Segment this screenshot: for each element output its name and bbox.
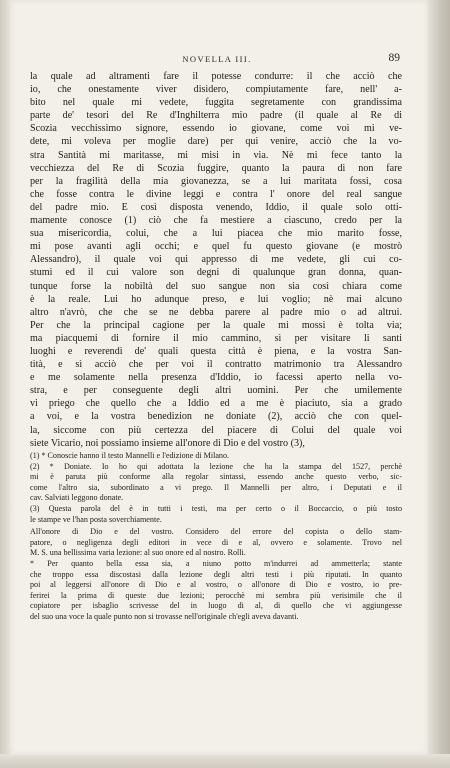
text-line: stumi ed il cui valore son degni di qualunque gran donna, quan-	[30, 267, 402, 279]
text-line: altro n'avrò, che che se ne debba parere al padre mio o ad altrui.	[30, 306, 402, 318]
page-number: 89	[388, 52, 400, 64]
text-line: luoghi e reverendi de' quali questa città è piena, e la vostra San-	[30, 345, 402, 357]
text-line: stra, e per conseguente degli altri uomini. Per che umilemente	[30, 385, 402, 397]
text-line: Scozia vecchissimo signore, essendo io giovane, come voi mi ve-	[30, 123, 402, 135]
footnote-line: come l'altro sia, subordinato a vi prego. Il Mannelli per altro, i Deputati e il	[30, 482, 402, 492]
footnote-2: (2) * Doniate. Io ho qui adottata la lezione che ha la stampa del 1527, perchè	[30, 461, 402, 471]
text-line: parte de' tesori del Re d'Inghilterra mio padre (il quale al Re di	[30, 110, 402, 122]
text-line: del padre mio. E così disposta venendo, Iddio, il quale solo otti-	[30, 201, 402, 213]
page-edges	[427, 0, 450, 768]
text-line: Alessandro), il quale voi qui appresso di me vedete, gli cui co-	[30, 254, 402, 266]
footnote-line: del suo una voce la quale punto non si trovasse nell'originale ch'egli aveva davanti.	[30, 611, 299, 621]
text-line: vecchiezza del Re di Scozia fuggire, quanto la paura di non fare	[30, 162, 402, 174]
text-line: e me solamente nella presenza d'Iddio, io facessi aperto nella vo-	[30, 372, 402, 384]
text-line: mi pose avanti agli occhi; e quel fu questo giovane (e mostrò	[30, 241, 402, 253]
text-line: siete Vicario, noi possiamo insieme all'onore di Dio e del vostro (3),	[30, 437, 305, 449]
footnote-line: poi al leggersi all'onore di Dio e al vostro, o all'onore di Dio e vostro, io pre-	[30, 580, 402, 590]
text-line: la, siccome con più certezza del piacere di Colui del quale voi	[30, 424, 402, 436]
text-line: tità, e sì acciò che per voi il contratto matrimonio tra Alessandro	[30, 359, 402, 371]
text-line: la quale ad altramenti fare il potesse condurre: il che acciò che	[30, 71, 402, 82]
text-line: Per che la principal cagione per la quale mi mossi è tolta via;	[30, 319, 402, 331]
text-line: è la reale. Lui ho adunque preso, e lui voglio; nè mai alcuno	[30, 293, 402, 305]
bottom-page-edge	[0, 754, 450, 768]
commentary-note: * Per quanto bella essa sia, a niuno potto m'indurrei ad ammetterla; stante	[30, 558, 402, 568]
footnote-1: (1) * Conoscie hanno il testo Mannelli e l'edizione di Milano.	[30, 451, 230, 460]
footnote-line: copiatore per isbaglio scrivesse del in luogo di al, di quello che vi aggiungesse	[30, 601, 402, 611]
footnote-line: mi è paruta più conforme alla regolar sintassi, essendo anche questo verbo, sic-	[30, 472, 402, 482]
footnote-line: le stampe ve l'han posta soverchiamente.	[30, 514, 162, 524]
footnote-line: che troppo essa discostasi dalla lezione degli altri testi i più riputati. In quanto	[30, 569, 402, 579]
text-line: bito nel quale mi vedete, fuggita segretamente con grandissima	[30, 97, 402, 109]
text-line: io, che onestamente viver disidero, compiutamente fare, nell' a-	[30, 84, 402, 96]
footnotes	[30, 451, 402, 623]
text-line: ma piacquemi di fornire il mio cammino, sì per visitare li santi	[30, 332, 402, 344]
text-line: vi priego che quello che a Iddio ed a me è piaciuto, sia a grado	[30, 398, 402, 410]
footnote-3: (3) Questa parola del è in tutti i testi, ma per certo o il Boccaccio, o più tosto	[30, 503, 402, 513]
main-text	[30, 70, 402, 450]
footnote-line: ferirei la prima di queste due lezioni; perocchè mi sembra più verisimile che il	[30, 590, 402, 600]
running-title: NOVELLA III.	[182, 54, 252, 64]
text-line: a voi, e la vostra benedizion ne doniate (2), acciò che con quel-	[30, 411, 402, 423]
footnote-line: M. S. una bellissima varia lezione: al suo onore ed al nostro. Rolli.	[30, 548, 246, 558]
binding-edge	[0, 0, 10, 768]
commentary-note: All'onore di Dio e del vostro. Considero del errore del copista o dello stam-	[30, 527, 402, 537]
footnote-line: cav. Salviati leggono donate.	[30, 493, 124, 503]
running-head	[32, 52, 402, 66]
text-line: che fosse contra le divine leggi e contra l' onore del real sangue	[30, 188, 402, 200]
text-line: mamente conosce (1) ciò che fa mestiere a ciascuno, credo per la	[30, 215, 402, 227]
text-line: per la fragilità della mia giovanezza, se a lui maritata fossi, cosa	[30, 175, 402, 187]
text-line: sua misericordia, colui, che a lui piacea che mio marito fosse,	[30, 228, 402, 240]
footnote-line: patore, o negligenza degli editori in vece di e al, ovvero e solamente. Trovo nel	[30, 537, 402, 547]
text-line: tunque forse la nobiltà del suo sangue non sia così chiara come	[30, 280, 402, 292]
page-sheet	[10, 0, 428, 755]
text-line: dete, mi voleva per moglie dare) per qui venire, acciò che la vo-	[30, 136, 402, 148]
text-line: stra Santità mi maritasse, mi misi in via. Nè mi fece tanto la	[30, 149, 402, 161]
